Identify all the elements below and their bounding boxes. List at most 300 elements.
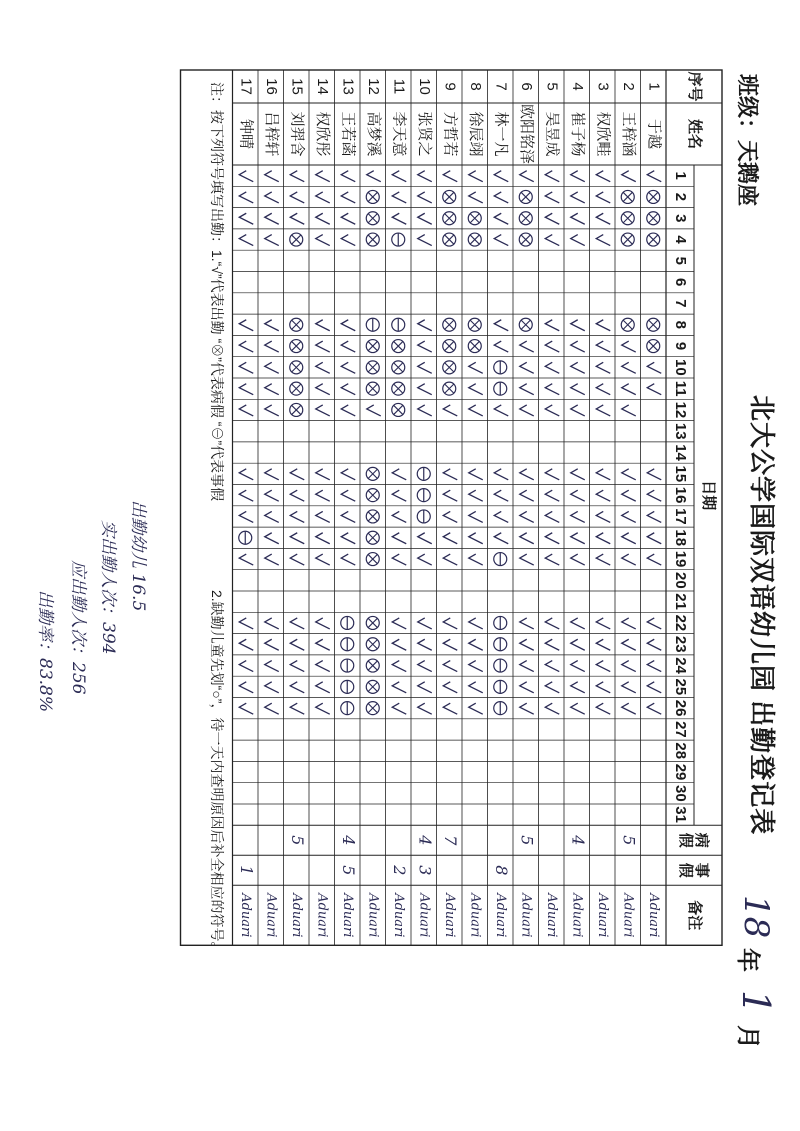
sick-mark-cross xyxy=(445,342,454,351)
present-mark xyxy=(418,703,432,714)
present-mark xyxy=(290,490,304,501)
day-label: 8 xyxy=(672,320,690,329)
present-mark xyxy=(316,703,330,714)
attendance-table xyxy=(0,70,722,1072)
present-mark xyxy=(265,618,279,629)
present-mark xyxy=(622,533,636,544)
present-mark xyxy=(316,661,330,672)
present-mark xyxy=(290,192,304,203)
present-mark xyxy=(571,661,585,672)
present-mark xyxy=(290,469,304,480)
present-mark xyxy=(545,405,559,416)
present-mark xyxy=(290,171,304,182)
sick-mark-cross xyxy=(368,555,377,564)
sick-mark-cross xyxy=(649,214,658,223)
present-mark xyxy=(571,682,585,693)
present-mark xyxy=(239,362,253,373)
row-name: 权欣畦 xyxy=(594,111,612,157)
present-mark xyxy=(520,341,534,352)
present-mark xyxy=(520,171,534,182)
present-mark xyxy=(392,213,406,224)
present-mark xyxy=(341,490,355,501)
sick-mark-cross xyxy=(368,682,377,691)
present-mark xyxy=(647,554,661,565)
present-mark xyxy=(341,341,355,352)
present-mark xyxy=(545,703,559,714)
present-mark xyxy=(469,384,483,395)
present-mark xyxy=(392,533,406,544)
day-label: 11 xyxy=(672,380,690,397)
present-mark xyxy=(418,661,432,672)
present-mark xyxy=(647,511,661,522)
present-mark xyxy=(341,362,355,373)
present-mark xyxy=(392,554,406,565)
row-seq: 10 xyxy=(415,78,433,95)
present-mark xyxy=(647,533,661,544)
present-mark xyxy=(290,639,304,650)
present-mark xyxy=(239,661,253,672)
present-mark xyxy=(622,341,636,352)
present-mark xyxy=(443,703,457,714)
row-remark: Aduari xyxy=(645,893,661,938)
sick-mark-cross xyxy=(368,384,377,393)
present-mark xyxy=(596,511,610,522)
present-mark xyxy=(418,682,432,693)
present-mark xyxy=(571,703,585,714)
sick-mark-cross xyxy=(368,533,377,542)
row-name: 王若菡 xyxy=(339,111,357,157)
present-mark xyxy=(290,682,304,693)
present-mark xyxy=(647,661,661,672)
present-mark xyxy=(545,490,559,501)
sick-mark-cross xyxy=(649,235,658,244)
sick-mark-cross xyxy=(368,192,377,201)
row-name: 方哲若 xyxy=(441,111,459,157)
sick-mark-cross xyxy=(445,363,454,372)
present-mark xyxy=(418,341,432,352)
present-mark xyxy=(622,469,636,480)
present-mark xyxy=(418,554,432,565)
present-mark xyxy=(316,171,330,182)
day-label: 17 xyxy=(672,508,690,525)
present-mark xyxy=(341,171,355,182)
present-mark xyxy=(265,533,279,544)
present-mark xyxy=(545,235,559,246)
row-remark: Aduari xyxy=(594,893,610,938)
summary-avg: 出勤幼儿 16.5 xyxy=(128,500,148,612)
present-mark xyxy=(622,639,636,650)
row-sick-days: 4 xyxy=(568,835,588,846)
sick-mark-cross xyxy=(292,405,301,414)
day-label: 24 xyxy=(672,657,690,674)
sick-mark-cross xyxy=(394,405,403,414)
present-mark xyxy=(520,533,534,544)
row-remark: Aduari xyxy=(390,893,406,938)
present-mark xyxy=(265,235,279,246)
present-mark xyxy=(341,213,355,224)
sick-mark-cross xyxy=(368,640,377,649)
sick-mark-cross xyxy=(292,235,301,244)
present-mark xyxy=(571,469,585,480)
row-sick-days: 5 xyxy=(619,835,639,846)
present-mark xyxy=(392,490,406,501)
row-remark: Aduari xyxy=(441,893,457,938)
row-seq: 14 xyxy=(313,78,331,95)
row-remark: Aduari xyxy=(543,893,559,938)
day-label: 3 xyxy=(672,214,690,223)
row-seq: 7 xyxy=(492,82,510,91)
present-mark xyxy=(469,362,483,373)
sick-mark-cross xyxy=(623,214,632,223)
present-mark xyxy=(571,405,585,416)
present-mark xyxy=(571,362,585,373)
present-mark xyxy=(622,682,636,693)
sick-mark-cross xyxy=(394,342,403,351)
present-mark xyxy=(265,661,279,672)
present-mark xyxy=(392,171,406,182)
present-mark xyxy=(545,661,559,672)
sick-mark-cross xyxy=(521,235,530,244)
present-mark xyxy=(520,618,534,629)
present-mark xyxy=(392,639,406,650)
present-mark xyxy=(494,490,508,501)
present-mark xyxy=(545,511,559,522)
sick-mark-cross xyxy=(292,320,301,329)
sick-mark-cross xyxy=(368,342,377,351)
present-mark xyxy=(316,192,330,203)
present-mark xyxy=(520,511,534,522)
present-mark xyxy=(494,171,508,182)
present-mark xyxy=(571,511,585,522)
present-mark xyxy=(520,703,534,714)
sick-mark-cross xyxy=(470,320,479,329)
present-mark xyxy=(418,192,432,203)
day-label: 27 xyxy=(672,721,690,738)
present-mark xyxy=(622,554,636,565)
row-remark: Aduari xyxy=(518,893,534,938)
present-mark xyxy=(596,192,610,203)
attendance-grid xyxy=(0,70,722,1072)
present-mark xyxy=(571,533,585,544)
present-mark xyxy=(239,384,253,395)
day-label: 26 xyxy=(672,699,690,717)
sick-mark-cross xyxy=(368,661,377,670)
header-sick-2: 假 xyxy=(677,832,695,848)
present-mark xyxy=(596,320,610,331)
present-mark xyxy=(443,554,457,565)
header-sick-1: 病 xyxy=(693,832,711,848)
present-mark xyxy=(494,469,508,480)
sick-mark-cross xyxy=(623,235,632,244)
present-mark xyxy=(622,384,636,395)
row-sick-days: 5 xyxy=(517,835,537,846)
present-mark xyxy=(571,490,585,501)
present-mark xyxy=(545,384,559,395)
day-label: 28 xyxy=(672,742,690,760)
present-mark xyxy=(418,618,432,629)
present-mark xyxy=(469,469,483,480)
present-mark xyxy=(571,213,585,224)
present-mark xyxy=(596,682,610,693)
sick-mark-cross xyxy=(649,192,658,201)
present-mark xyxy=(418,405,432,416)
present-mark xyxy=(290,213,304,224)
present-mark xyxy=(265,405,279,416)
present-mark xyxy=(647,490,661,501)
row-seq: 2 xyxy=(619,82,637,91)
present-mark xyxy=(545,320,559,331)
present-mark xyxy=(239,511,253,522)
present-mark xyxy=(494,341,508,352)
row-seq: 13 xyxy=(339,78,357,95)
present-mark xyxy=(316,341,330,352)
sick-mark-cross xyxy=(649,342,658,351)
present-mark xyxy=(647,618,661,629)
row-remark: Aduari xyxy=(492,893,508,938)
present-mark xyxy=(520,661,534,672)
present-mark xyxy=(290,703,304,714)
present-mark xyxy=(443,639,457,650)
present-mark xyxy=(443,682,457,693)
present-mark xyxy=(596,171,610,182)
present-mark xyxy=(418,533,432,544)
present-mark xyxy=(647,384,661,395)
note-legend: 注：按下列符号填写出勤：1.“√”代表出勤 “⊗”代表病假 “⊖”代表事假 xyxy=(208,82,225,502)
present-mark xyxy=(316,490,330,501)
present-mark xyxy=(520,554,534,565)
day-label: 4 xyxy=(672,235,690,244)
row-name: 欧阳铭泽 xyxy=(517,103,535,165)
present-mark xyxy=(622,490,636,501)
row-name: 崔子杨 xyxy=(568,111,586,157)
header-name: 姓名 xyxy=(686,118,704,150)
row-seq: 4 xyxy=(568,82,586,91)
present-mark xyxy=(265,703,279,714)
present-mark xyxy=(341,192,355,203)
present-mark xyxy=(545,682,559,693)
present-mark xyxy=(596,703,610,714)
present-mark xyxy=(392,661,406,672)
day-label: 25 xyxy=(672,678,690,696)
present-mark xyxy=(239,405,253,416)
row-seq: 1 xyxy=(645,82,663,91)
present-mark xyxy=(367,171,381,182)
sick-mark-cross xyxy=(521,320,530,329)
present-mark xyxy=(341,511,355,522)
present-mark xyxy=(469,192,483,203)
day-label: 7 xyxy=(672,299,690,308)
row-remark: Aduari xyxy=(339,893,355,938)
row-personal-days: 5 xyxy=(338,865,358,876)
sick-mark-cross xyxy=(470,235,479,244)
day-label: 29 xyxy=(672,763,690,781)
present-mark xyxy=(545,469,559,480)
present-mark xyxy=(392,682,406,693)
present-mark xyxy=(341,384,355,395)
present-mark xyxy=(520,469,534,480)
present-mark xyxy=(571,554,585,565)
row-name: 林一凡 xyxy=(492,111,510,157)
row-remark: Aduari xyxy=(365,893,381,938)
present-mark xyxy=(316,639,330,650)
present-mark xyxy=(418,171,432,182)
day-label: 31 xyxy=(672,806,690,823)
present-mark xyxy=(545,171,559,182)
row-remark: Aduari xyxy=(288,893,304,938)
day-label: 16 xyxy=(672,486,690,504)
present-mark xyxy=(647,171,661,182)
present-mark xyxy=(265,362,279,373)
sick-mark-cross xyxy=(470,214,479,223)
present-mark xyxy=(596,639,610,650)
sick-mark-cross xyxy=(445,384,454,393)
sick-mark-cross xyxy=(649,320,658,329)
present-mark xyxy=(622,661,636,672)
present-mark xyxy=(622,362,636,373)
present-mark xyxy=(290,661,304,672)
sick-mark-cross xyxy=(368,235,377,244)
present-mark xyxy=(571,171,585,182)
row-remark: Aduari xyxy=(467,893,483,938)
row-remark: Aduari xyxy=(263,893,279,938)
present-mark xyxy=(571,618,585,629)
present-mark xyxy=(494,320,508,331)
present-mark xyxy=(265,511,279,522)
day-label: 1 xyxy=(672,171,690,180)
present-mark xyxy=(545,639,559,650)
sick-mark-cross xyxy=(368,512,377,521)
present-mark xyxy=(239,213,253,224)
month-unit: 月 xyxy=(734,1025,761,1049)
present-mark xyxy=(265,171,279,182)
present-mark xyxy=(265,469,279,480)
present-mark xyxy=(443,490,457,501)
present-mark xyxy=(316,533,330,544)
row-name: 吴昱成 xyxy=(543,111,561,157)
present-mark xyxy=(494,405,508,416)
present-mark xyxy=(443,511,457,522)
row-sick-days: 5 xyxy=(287,835,307,846)
present-mark xyxy=(596,533,610,544)
header-personal-2: 假 xyxy=(677,862,695,878)
day-label: 30 xyxy=(672,785,690,802)
present-mark xyxy=(418,213,432,224)
row-name: 张贤之 xyxy=(415,111,433,157)
present-mark xyxy=(239,703,253,714)
header-seq: 序号 xyxy=(686,71,704,102)
present-mark xyxy=(316,320,330,331)
row-seq: 12 xyxy=(364,78,382,95)
present-mark xyxy=(596,235,610,246)
day-label: 15 xyxy=(672,465,690,483)
present-mark xyxy=(647,362,661,373)
present-mark xyxy=(316,405,330,416)
day-label: 12 xyxy=(672,401,690,419)
year-value: 18 xyxy=(736,895,776,939)
day-label: 2 xyxy=(672,192,690,202)
present-mark xyxy=(265,490,279,501)
present-mark xyxy=(367,405,381,416)
present-mark xyxy=(596,405,610,416)
present-mark xyxy=(265,213,279,224)
present-mark xyxy=(545,554,559,565)
sick-mark-cross xyxy=(368,469,377,478)
day-label: 19 xyxy=(672,550,690,568)
present-mark xyxy=(316,384,330,395)
summary-expected: 应出勤人次：256 xyxy=(68,560,88,695)
present-mark xyxy=(239,554,253,565)
present-mark xyxy=(443,405,457,416)
class-label: 班级：天鹅座 xyxy=(735,74,760,207)
present-mark xyxy=(469,511,483,522)
present-mark xyxy=(596,384,610,395)
row-seq: 6 xyxy=(517,82,535,91)
present-mark xyxy=(316,511,330,522)
sick-mark-cross xyxy=(292,384,301,393)
present-mark xyxy=(469,661,483,672)
header-remark: 备注 xyxy=(686,900,704,931)
row-personal-days: 3 xyxy=(415,865,435,876)
present-mark xyxy=(647,639,661,650)
row-name: 高梦溪 xyxy=(364,111,382,157)
present-mark xyxy=(469,639,483,650)
present-mark xyxy=(545,213,559,224)
present-mark xyxy=(443,533,457,544)
note-rule2: 2.缺勤儿童先划“○”，待一天内查明原因后补全相应的符号。 xyxy=(208,590,225,956)
present-mark xyxy=(290,554,304,565)
present-mark xyxy=(647,469,661,480)
present-mark xyxy=(290,618,304,629)
day-label: 22 xyxy=(672,614,690,632)
sick-mark-cross xyxy=(521,214,530,223)
present-mark xyxy=(341,235,355,246)
sick-mark-cross xyxy=(394,363,403,372)
present-mark xyxy=(469,405,483,416)
present-mark xyxy=(265,341,279,352)
present-mark xyxy=(545,362,559,373)
present-mark xyxy=(392,192,406,203)
present-mark xyxy=(316,235,330,246)
present-mark xyxy=(239,341,253,352)
present-mark xyxy=(596,362,610,373)
present-mark xyxy=(622,171,636,182)
present-mark xyxy=(392,469,406,480)
present-mark xyxy=(494,235,508,246)
present-mark xyxy=(596,618,610,629)
day-label: 21 xyxy=(672,593,690,610)
day-label: 6 xyxy=(672,277,690,287)
present-mark xyxy=(418,235,432,246)
present-mark xyxy=(239,639,253,650)
row-seq: 16 xyxy=(262,78,280,95)
row-name: 钟晴 xyxy=(237,118,255,150)
sick-mark-cross xyxy=(623,192,632,201)
present-mark xyxy=(443,171,457,182)
present-mark xyxy=(341,554,355,565)
row-remark: Aduari xyxy=(620,893,636,938)
present-mark xyxy=(469,171,483,182)
row-seq: 17 xyxy=(237,78,255,95)
present-mark xyxy=(469,703,483,714)
header-personal-1: 事 xyxy=(693,862,711,878)
present-mark xyxy=(520,362,534,373)
row-name: 吕梓轩 xyxy=(262,111,280,157)
present-mark xyxy=(494,192,508,203)
row-personal-days: 8 xyxy=(491,865,511,876)
present-mark xyxy=(290,511,304,522)
present-mark xyxy=(545,192,559,203)
day-label: 13 xyxy=(672,422,690,440)
